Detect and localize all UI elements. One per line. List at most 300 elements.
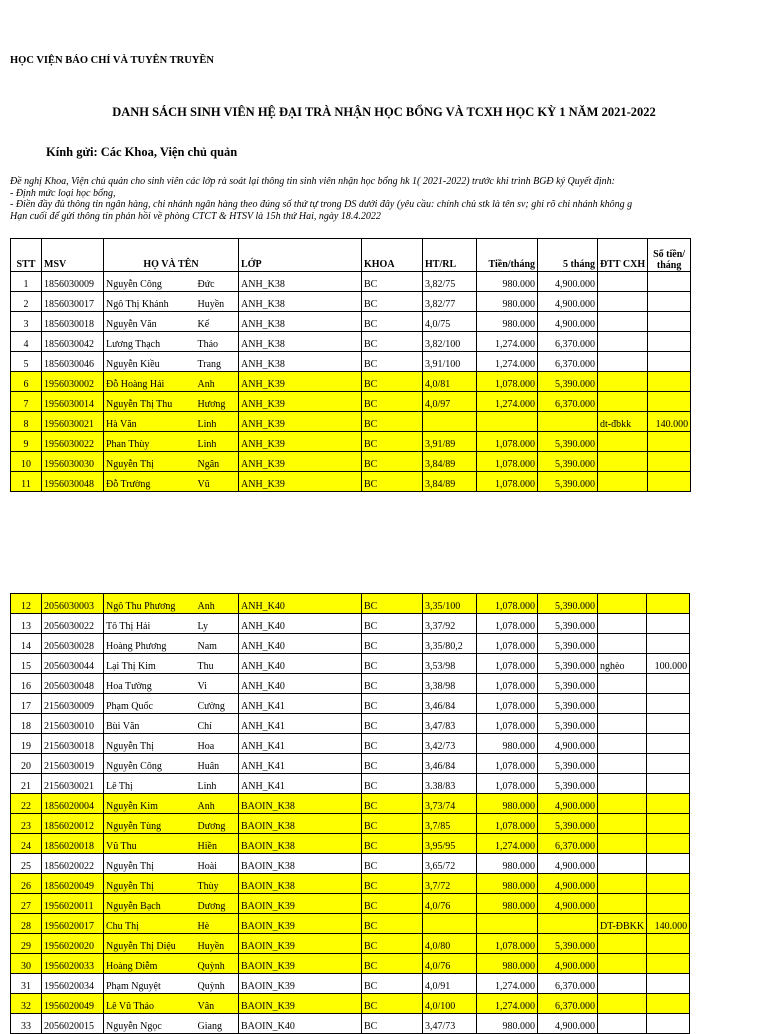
cell-amount [647,754,690,774]
cell-faculty: BC [362,874,423,894]
cell-dtt [598,392,648,412]
cell-5-months: 5,390.000 [538,614,598,634]
cell-stt: 31 [11,974,42,994]
cell-class: ANH_K41 [239,714,362,734]
cell-faculty: BC [362,272,423,292]
cell-amount [647,814,690,834]
cell-dtt [598,854,647,874]
cell-first-name: Quỳnh [196,974,239,994]
cell-stt: 20 [11,754,42,774]
cell-last-name: Hà Văn [104,412,196,432]
header-gpa: HT/RL [423,239,477,272]
table-header-row [11,239,691,272]
cell-gpa: 3,42/73 [423,734,477,754]
cell-gpa: 3,84/89 [423,452,477,472]
cell-class: BAOIN_K39 [239,934,362,954]
cell-gpa: 4,0/97 [423,392,477,412]
cell-amount [647,734,690,754]
table-row [11,694,690,714]
table-row [11,734,690,754]
table-row [11,392,691,412]
cell-faculty: BC [362,372,423,392]
cell-amount [647,854,690,874]
cell-faculty: BC [362,1014,423,1034]
cell-gpa: 4,0/100 [423,994,477,1014]
header-stt: STT [11,239,42,272]
cell-stt: 29 [11,934,42,954]
cell-stt: 25 [11,854,42,874]
cell-dtt [598,734,647,754]
cell-faculty: BC [362,974,423,994]
cell-monthly: 1,274.000 [477,834,538,854]
cell-last-name: Hoàng Diễm [104,954,196,974]
table-row [11,352,691,372]
cell-class: BAOIN_K38 [239,794,362,814]
cell-amount [648,452,691,472]
cell-faculty: BC [362,654,423,674]
cell-msv: 1856020049 [42,874,104,894]
cell-5-months: 5,390.000 [538,654,598,674]
cell-amount [647,874,690,894]
cell-first-name: Huân [196,754,239,774]
cell-monthly: 980.000 [477,954,538,974]
cell-monthly: 980.000 [477,292,538,312]
cell-dtt [598,774,647,794]
cell-faculty: BC [362,452,423,472]
cell-stt: 32 [11,994,42,1014]
table-row [11,934,690,954]
cell-monthly: 980.000 [477,894,538,914]
cell-5-months: 4,900.000 [538,734,598,754]
cell-gpa: 3,73/74 [423,794,477,814]
cell-monthly: 980.000 [477,794,538,814]
cell-monthly: 1,078.000 [477,372,538,392]
table-row [11,854,690,874]
table-row [11,974,690,994]
cell-monthly: 1,078.000 [477,814,538,834]
cell-first-name: Quỳnh [196,954,239,974]
cell-stt: 15 [11,654,42,674]
cell-stt: 23 [11,814,42,834]
cell-last-name: Đỗ Hoàng Hải [104,372,196,392]
cell-faculty: BC [362,352,423,372]
cell-5-months: 6,370.000 [538,994,598,1014]
cell-5-months: 5,390.000 [538,452,598,472]
cell-gpa: 3,46/84 [423,754,477,774]
cell-monthly: 980.000 [477,272,538,292]
cell-first-name: Giang [196,1014,239,1034]
cell-amount [647,834,690,854]
cell-amount [647,694,690,714]
cell-faculty: BC [362,312,423,332]
cell-last-name: Phạm Nguyệt [104,974,196,994]
cell-gpa: 3,84/89 [423,472,477,492]
cell-5-months: 4,900.000 [538,794,598,814]
cell-msv: 2156030010 [42,714,104,734]
cell-class: ANH_K41 [239,774,362,794]
cell-msv: 1956020017 [42,914,104,934]
cell-amount [647,614,690,634]
cell-first-name: Huyền [196,934,239,954]
cell-faculty: BC [362,432,423,452]
cell-stt: 14 [11,634,42,654]
cell-dtt [598,834,647,854]
cell-amount [647,634,690,654]
cell-gpa: 3,46/84 [423,694,477,714]
cell-monthly: 980.000 [477,312,538,332]
cell-monthly: 1,078.000 [477,594,538,614]
cell-amount [648,372,691,392]
cell-stt: 7 [11,392,42,412]
cell-amount [648,332,691,352]
cell-first-name: Hiền [196,834,239,854]
cell-dtt [598,974,647,994]
cell-monthly: 1,274.000 [477,352,538,372]
cell-first-name: Kế [196,312,239,332]
cell-amount [647,774,690,794]
table-row [11,452,691,472]
table-row [11,634,690,654]
cell-5-months [538,914,598,934]
cell-msv: 1956020049 [42,994,104,1014]
table-row [11,372,691,392]
cell-monthly: 1,078.000 [477,654,538,674]
cell-dtt [598,312,648,332]
table-row [11,332,691,352]
cell-faculty: BC [362,634,423,654]
table-row [11,432,691,452]
header-monthly: Tiền/tháng [477,239,538,272]
cell-5-months: 6,370.000 [538,352,598,372]
cell-first-name: Hoài [196,854,239,874]
cell-class: ANH_K40 [239,614,362,634]
cell-faculty: BC [362,392,423,412]
cell-stt: 27 [11,894,42,914]
cell-dtt [598,714,647,734]
cell-faculty: BC [362,794,423,814]
cell-last-name: Nguyễn Kim [104,794,196,814]
cell-stt: 26 [11,874,42,894]
cell-5-months: 5,390.000 [538,774,598,794]
cell-5-months: 4,900.000 [538,954,598,974]
cell-5-months: 6,370.000 [538,392,598,412]
cell-monthly: 1,274.000 [477,392,538,412]
cell-dtt [598,754,647,774]
cell-first-name: Thảo [196,332,239,352]
cell-dtt [598,594,647,614]
cell-monthly: 1,078.000 [477,754,538,774]
cell-gpa [423,914,477,934]
cell-amount [647,714,690,734]
cell-5-months: 5,390.000 [538,674,598,694]
cell-msv: 2056030003 [42,594,104,614]
cell-class: ANH_K40 [239,654,362,674]
cell-gpa: 3,82/75 [423,272,477,292]
cell-first-name: Cường [196,694,239,714]
cell-amount: 140.000 [648,412,691,432]
cell-5-months: 5,390.000 [538,594,598,614]
cell-last-name: Nguyễn Thị Diệu [104,934,196,954]
cell-msv: 1856020012 [42,814,104,834]
cell-faculty: BC [362,292,423,312]
cell-5-months: 5,390.000 [538,714,598,734]
cell-stt: 12 [11,594,42,614]
cell-amount [648,432,691,452]
table-row [11,994,690,1014]
cell-faculty: BC [362,674,423,694]
cell-gpa: 4,0/76 [423,894,477,914]
cell-stt: 5 [11,352,42,372]
cell-stt: 33 [11,1014,42,1034]
cell-faculty: BC [362,894,423,914]
cell-class: ANH_K39 [239,392,362,412]
cell-last-name: Ngô Thị Khánh [104,292,196,312]
cell-stt: 4 [11,332,42,352]
cell-gpa: 4,0/80 [423,934,477,954]
cell-5-months: 4,900.000 [538,894,598,914]
cell-last-name: Nguyễn Kiều [104,352,196,372]
cell-msv: 1956030014 [42,392,104,412]
cell-last-name: Lương Thạch [104,332,196,352]
cell-msv: 1956030030 [42,452,104,472]
cell-gpa: 4,0/76 [423,954,477,974]
cell-stt: 6 [11,372,42,392]
cell-monthly [477,914,538,934]
cell-class: BAOIN_K39 [239,994,362,1014]
cell-monthly: 1,078.000 [477,714,538,734]
cell-stt: 11 [11,472,42,492]
cell-gpa: 3,47/73 [423,1014,477,1034]
cell-gpa: 4,0/81 [423,372,477,392]
cell-class: ANH_K39 [239,472,362,492]
cell-amount [647,994,690,1014]
cell-gpa: 3,7/85 [423,814,477,834]
cell-first-name: Hè [196,914,239,934]
table-row [11,594,690,614]
cell-monthly: 1,274.000 [477,974,538,994]
cell-msv: 1856030018 [42,312,104,332]
table-row [11,412,691,432]
cell-gpa: 3,47/83 [423,714,477,734]
cell-last-name: Hoàng Phương [104,634,196,654]
cell-class: BAOIN_K40 [239,1014,362,1034]
cell-class: ANH_K41 [239,754,362,774]
cell-msv: 2056020015 [42,1014,104,1034]
cell-last-name: Phạm Quốc [104,694,196,714]
cell-class: ANH_K38 [239,272,362,292]
cell-msv: 1856030046 [42,352,104,372]
cell-last-name: Nguyễn Công [104,272,196,292]
cell-msv: 1956030002 [42,372,104,392]
cell-stt: 30 [11,954,42,974]
cell-class: BAOIN_K38 [239,814,362,834]
cell-amount: 140.000 [647,914,690,934]
cell-msv: 1956030022 [42,432,104,452]
table-row [11,312,691,332]
cell-msv: 1856020004 [42,794,104,814]
cell-class: ANH_K38 [239,292,362,312]
cell-monthly: 1,078.000 [477,432,538,452]
cell-last-name: Bùi Văn [104,714,196,734]
cell-dtt [598,432,648,452]
cell-gpa: 3,82/77 [423,292,477,312]
cell-monthly: 980.000 [477,874,538,894]
cell-monthly: 1,078.000 [477,614,538,634]
header-name: HỌ VÀ TÊN [104,239,239,272]
cell-gpa [423,412,477,432]
document-title: DANH SÁCH SINH VIÊN HỆ ĐẠI TRÀ NHẬN HỌC BỔNG VÀ TCXH HỌC KỲ 1 NĂM 2021-2022 [112,105,656,119]
cell-amount [647,674,690,694]
cell-5-months [538,412,598,432]
cell-first-name: Ly [196,614,239,634]
cell-class: ANH_K38 [239,312,362,332]
cell-last-name: Nguyễn Thị [104,874,196,894]
cell-class: BAOIN_K38 [239,834,362,854]
cell-class: ANH_K41 [239,694,362,714]
cell-dtt [598,292,648,312]
table-row [11,914,690,934]
cell-5-months: 4,900.000 [538,272,598,292]
cell-stt: 24 [11,834,42,854]
cell-stt: 13 [11,614,42,634]
cell-dtt [598,814,647,834]
cell-first-name: Linh [196,774,239,794]
cell-gpa: 3,65/72 [423,854,477,874]
cell-class: BAOIN_K38 [239,854,362,874]
cell-last-name: Hoa Tường [104,674,196,694]
cell-dtt [598,614,647,634]
cell-5-months: 4,900.000 [538,1014,598,1034]
table-row [11,674,690,694]
cell-first-name: Huyền [196,292,239,312]
cell-gpa: 3,53/98 [423,654,477,674]
cell-msv: 1856030009 [42,272,104,292]
cell-stt: 8 [11,412,42,432]
cell-faculty: BC [362,412,423,432]
cell-first-name: Hoa [196,734,239,754]
cell-faculty: BC [362,754,423,774]
cell-monthly: 1,078.000 [477,774,538,794]
cell-last-name: Nguyễn Thị [104,734,196,754]
header-msv: MSV [42,239,104,272]
cell-gpa: 4,0/91 [423,974,477,994]
cell-first-name: Chí [196,714,239,734]
cell-dtt: DT-ĐBKK [598,914,647,934]
cell-dtt [598,332,648,352]
cell-msv: 1856020018 [42,834,104,854]
cell-amount [647,794,690,814]
cell-faculty: BC [362,594,423,614]
cell-monthly: 980.000 [477,854,538,874]
table-row [11,292,691,312]
cell-5-months: 6,370.000 [538,974,598,994]
cell-faculty: BC [362,774,423,794]
cell-class: BAOIN_K39 [239,894,362,914]
cell-stt: 16 [11,674,42,694]
table-row [11,874,690,894]
cell-gpa: 3,35/100 [423,594,477,614]
cell-dtt [598,352,648,372]
cell-faculty: BC [362,714,423,734]
cell-5-months: 4,900.000 [538,292,598,312]
cell-class: ANH_K40 [239,594,362,614]
table-row [11,614,690,634]
cell-first-name: Thùy [196,874,239,894]
cell-5-months: 5,390.000 [538,432,598,452]
cell-dtt [598,954,647,974]
cell-dtt [598,894,647,914]
cell-last-name: Lê Thị [104,774,196,794]
cell-monthly: 980.000 [477,1014,538,1034]
cell-class: ANH_K38 [239,352,362,372]
cell-msv: 2156030009 [42,694,104,714]
cell-last-name: Ngô Thu Phương [104,594,196,614]
cell-class: BAOIN_K38 [239,874,362,894]
table-row [11,834,690,854]
cell-class: BAOIN_K39 [239,914,362,934]
cell-5-months: 4,900.000 [538,874,598,894]
cell-amount [648,272,691,292]
cell-last-name: Nguyễn Thị [104,452,196,472]
cell-amount [648,392,691,412]
cell-last-name: Nguyễn Tùng [104,814,196,834]
table-row [11,814,690,834]
cell-dtt: dt-đbkk [598,412,648,432]
note-line: - Định mức loại học bổng, [10,187,116,199]
cell-last-name: Chu Thị [104,914,196,934]
cell-dtt [598,874,647,894]
cell-dtt [598,994,647,1014]
cell-class: ANH_K39 [239,432,362,452]
cell-dtt [598,472,648,492]
header-class: LỚP [239,239,362,272]
cell-last-name: Nguyễn Bạch [104,894,196,914]
cell-monthly: 1,078.000 [477,634,538,654]
cell-class: ANH_K39 [239,412,362,432]
table-row [11,794,690,814]
cell-faculty: BC [362,994,423,1014]
cell-class: ANH_K40 [239,674,362,694]
cell-last-name: Lê Vũ Thảo [104,994,196,1014]
cell-gpa: 3,91/100 [423,352,477,372]
cell-monthly: 1,078.000 [477,452,538,472]
cell-faculty: BC [362,814,423,834]
cell-dtt [598,694,647,714]
cell-msv: 2056030028 [42,634,104,654]
cell-first-name: Linh [196,432,239,452]
cell-msv: 2156030021 [42,774,104,794]
cell-faculty: BC [362,854,423,874]
note-line: Đề nghị Khoa, Viện chủ quản cho sinh viên các lớp rà soát lại thông tin sinh viên nhận học bổng hk 1( 2021-2022) trước khi trình BGĐ ký Quyết định: [10,176,616,187]
cell-msv: 1956030048 [42,472,104,492]
cell-dtt [598,934,647,954]
cell-stt: 22 [11,794,42,814]
cell-stt: 9 [11,432,42,452]
cell-msv: 1956020034 [42,974,104,994]
cell-faculty: BC [362,834,423,854]
cell-msv: 1956020033 [42,954,104,974]
cell-class: ANH_K38 [239,332,362,352]
cell-first-name: Ngân [196,452,239,472]
cell-monthly: 1,274.000 [477,332,538,352]
cell-gpa: 3.38/83 [423,774,477,794]
cell-amount [647,974,690,994]
cell-amount [647,594,690,614]
cell-5-months: 5,390.000 [538,814,598,834]
cell-faculty: BC [362,332,423,352]
cell-stt: 17 [11,694,42,714]
cell-stt: 28 [11,914,42,934]
